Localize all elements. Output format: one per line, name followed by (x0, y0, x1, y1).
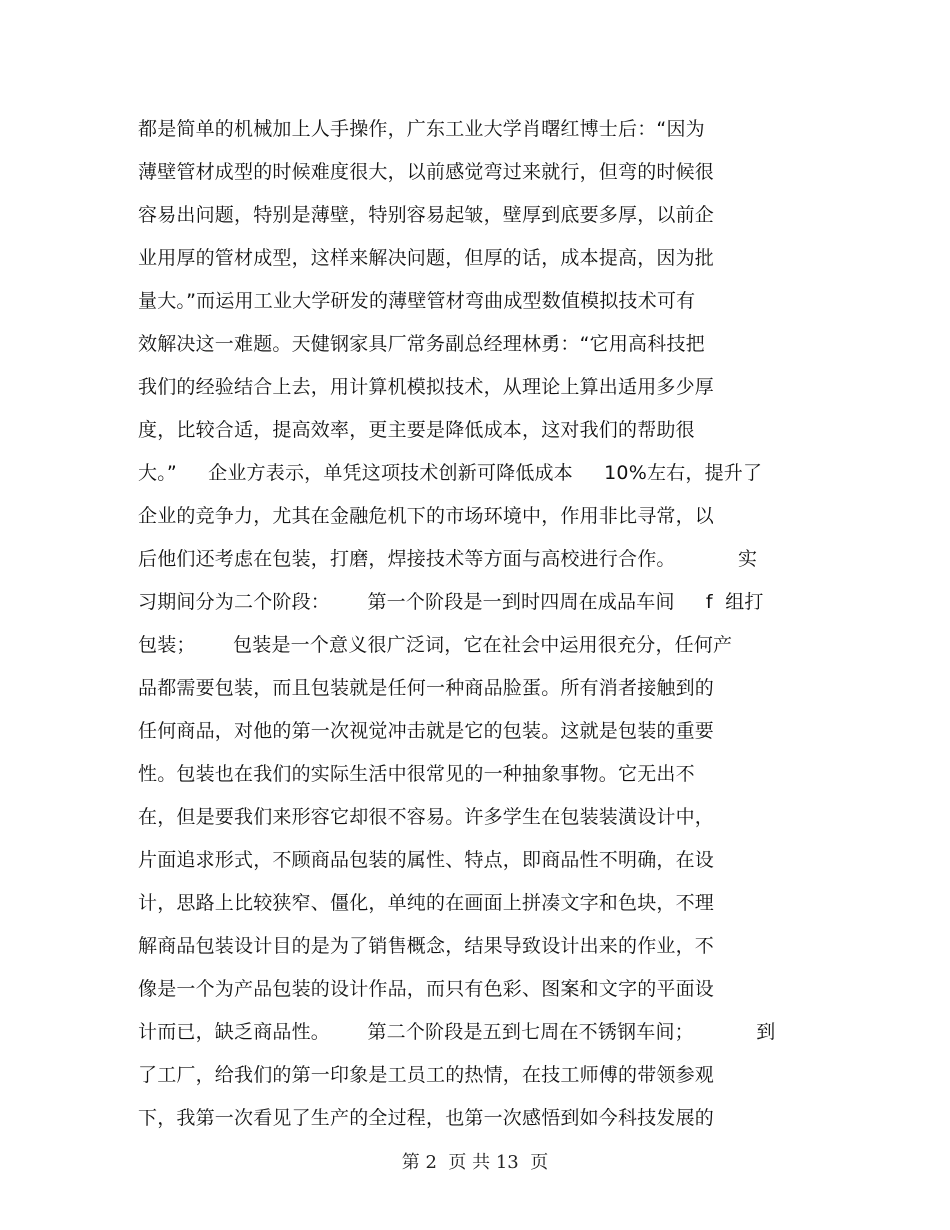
text-line: 度，比较合适，提高效率，更主要是降低成本，这对我们的帮助很 (138, 419, 695, 441)
text-line: 了工厂，给我们的第一印象是工员工的热情，在技工师傅的带领参观 (138, 1064, 715, 1086)
text-line: 效解决这一难题。天健钢家具厂常务副总经理林勇：“它用高科技把 (138, 333, 705, 355)
text-line: 企业的竞争力，尤其在金融危机下的市场环境中，作用非比寻常，以 (138, 505, 715, 527)
body-text (138, 108, 818, 1140)
text-line: 片面追求形式，不顾商品包装的属性、特点，即商品性不明确，在设 (138, 849, 715, 871)
text-line: 在，但是要我们来形容它却很不容易。许多学生在包装装潢设计中， (138, 806, 715, 828)
text-line: 业用厚的管材成型，这样来解决问题，但厚的话，成本提高，因为批 (138, 247, 715, 269)
text-line: 任何商品，对他的第一次视觉冲击就是它的包装。这就是包装的重要 (138, 720, 715, 742)
text-line: 品都需要包装，而且包装就是任何一种商品脸蛋。所有消者接触到的 (138, 677, 715, 699)
text-line: 计，思路上比较狭窄、僵化，单纯的在画面上拼凑文字和色块，不理 (138, 892, 715, 914)
text-line: 容易出问题，特别是薄壁，特别容易起皱，壁厚到底要多厚，以前企 (138, 204, 715, 226)
text-line: 下，我第一次看见了生产的全过程，也第一次感悟到如今科技发展的 (138, 1107, 715, 1129)
text-line: 后他们还考虑在包装，打磨，焊接技术等方面与高校进行合作。 实 (138, 548, 758, 570)
text-line: 都是简单的机械加上人手操作，广东工业大学肖曙红博士后：“因为 (138, 118, 705, 140)
text-line: 计而已，缺乏商品性。 第二个阶段是五到七周在不锈钢车间； 到 (138, 1021, 776, 1043)
text-line: 包装； 包装是一个意义很广泛词，它在社会中运用很充分，任何产 (138, 634, 733, 656)
text-line: 量大。”而运用工业大学研发的薄壁管材弯曲成型数值模拟技术可有 (138, 290, 696, 312)
text-line: 我们的经验结合上去，用计算机模拟技术，从理论上算出适用多少厚 (138, 376, 715, 398)
text-line: 薄壁管材成型的时候难度很大，以前感觉弯过来就行，但弯的时候很 (138, 161, 715, 183)
text-line: 解商品包装设计目的是为了销售概念，结果导致设计出来的作业，不 (138, 935, 715, 957)
text-line: 像是一个为产品包装的设计作品，而只有色彩、图案和文字的平面设 (138, 978, 715, 1000)
text-line: 性。包装也在我们的实际生活中很常见的一种抽象事物。它无出不 (138, 763, 695, 785)
page-number-footer: 第 2 页 共 13 页 (401, 1152, 549, 1173)
text-line: 习期间分为二个阶段： 第一个阶段是一到时四周在成品车间 f 组打 (138, 591, 764, 613)
text-line: 大。” 企业方表示，单凭这项技术创新可降低成本 10%左右，提升了 (138, 462, 763, 484)
